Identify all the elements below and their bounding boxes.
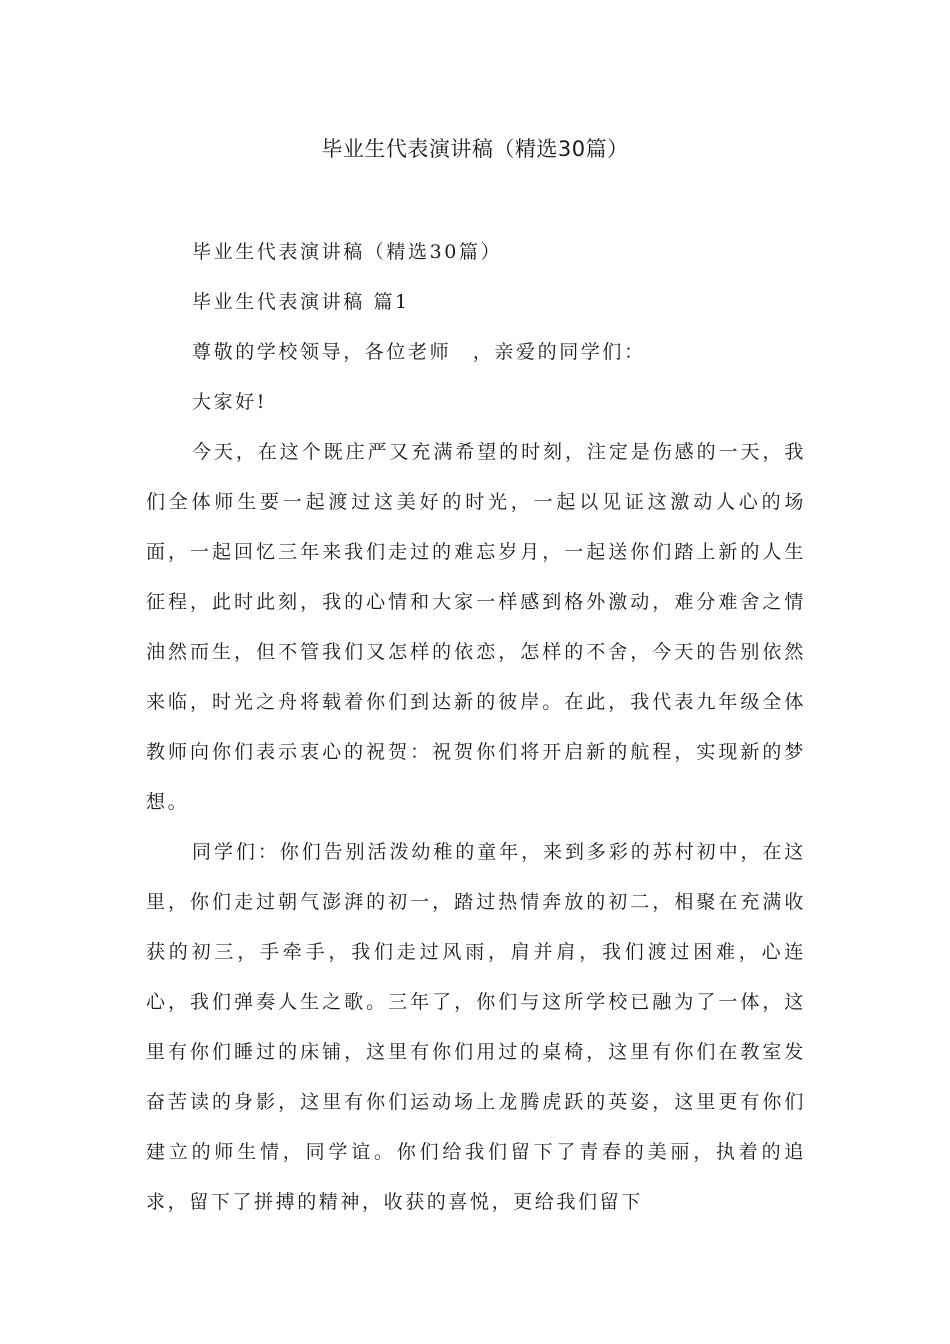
paragraph-body-1: 今天，在这个既庄严又充满希望的时刻，注定是伤感的一天，我们全体师生要一起渡过这美好的时光，一起以见证这激动人心的场面，一起回忆三年来我们走过的难忘岁月，一起送你们踏上新的人生征程，此时此刻，我的心情和大家一样感到格外激动，难分难舍之情油然而生，但不管我们又怎样的依恋，怎样的不舍，今天的告别依然来临，时光之舟将载着你们到达新的彼岸。在此，我代表九年级全体教师向你们表示衷心的祝贺：祝贺你们将开启新的航程，实现新的梦想。 — [146, 441, 806, 813]
paragraph-salutation: 尊敬的学校领导，各位老师 ，亲爱的同学们： — [192, 341, 646, 363]
paragraph-section-heading: 毕业生代表演讲稿 篇1 — [192, 291, 410, 313]
document-body — [146, 227, 806, 1227]
paragraph-greeting: 大家好! — [192, 391, 268, 413]
document-title: 毕业生代表演讲稿（精选30篇） — [321, 137, 629, 161]
paragraph-subtitle: 毕业生代表演讲稿（精选30篇） — [192, 241, 503, 263]
paragraph-body-2: 同学们：你们告别活泼幼稚的童年，来到多彩的苏村初中，在这里，你们走过朝气澎湃的初一，踏过热情奔放的初二，相聚在充满收获的初三，手牵手，我们走过风雨，肩并肩，我们渡过困难，心连心，我们弹奏人生之歌。三年了，你们与这所学校已融为了一体，这里有你们睡过的床铺，这里有你们用过的桌椅，这里有你们在教室发奋苦读的身影，这里有你们运动场上龙腾虎跃的英姿，这里更有你们建立的师生情，同学谊。你们给我们留下了青春的美丽，执着的追求，留下了拼搏的精神，收获的喜悦，更给我们留下 — [146, 841, 806, 1213]
